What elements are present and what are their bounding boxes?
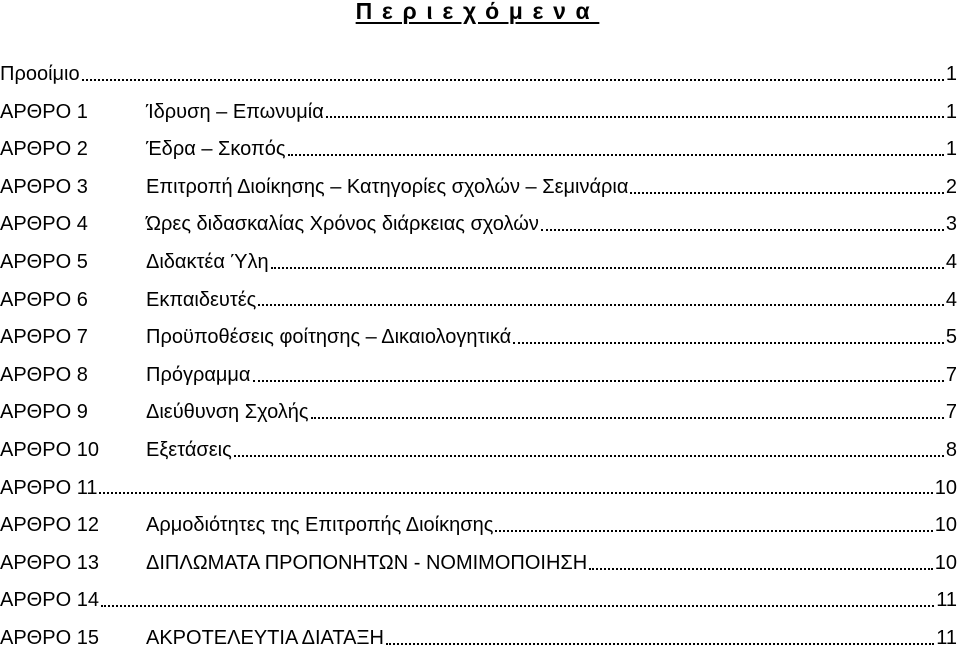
toc-article: ΑΡΘΡΟ 2 [0, 138, 88, 161]
toc-page-number: 11 [936, 589, 957, 612]
toc-page-number: 10 [934, 514, 957, 537]
toc-entry[interactable] [0, 206, 960, 244]
toc-page-number: 4 [945, 288, 957, 311]
toc-entry[interactable] [0, 56, 960, 94]
toc-label: Εκπαιδευτές [146, 288, 257, 311]
toc-entry[interactable] [0, 244, 960, 282]
toc-article: ΑΡΘΡΟ 4 [0, 213, 88, 236]
toc-label: Πρόγραμμα [146, 363, 251, 386]
toc-article: ΑΡΘΡΟ 11 [0, 476, 98, 499]
toc-page-number: 2 [945, 175, 957, 198]
toc-entry[interactable] [0, 545, 960, 583]
toc-article: Προοίμιο [0, 63, 80, 85]
dot-leader [101, 591, 934, 611]
toc-label: ΑΚΡΟΤΕΛΕΥΤΙΑ ΔΙΑΤΑΞΗ [146, 626, 384, 649]
table-of-contents [0, 56, 960, 658]
toc-entry[interactable] [0, 282, 960, 320]
toc-article: ΑΡΘΡΟ 12 [0, 514, 99, 537]
toc-label: Ίδρυση – Επωνυμία [146, 100, 324, 123]
dot-leader [288, 140, 944, 160]
toc-article: ΑΡΘΡΟ 15 [0, 626, 99, 649]
toc-entry[interactable] [0, 94, 960, 132]
dot-leader [271, 253, 944, 273]
toc-page-number: 3 [945, 213, 957, 236]
toc-page-number: 8 [945, 438, 957, 461]
toc-entry[interactable] [0, 507, 960, 545]
toc-page-number: 11 [936, 626, 957, 649]
toc-page-number: 7 [945, 363, 957, 386]
document-title: Περιεχόμενα [355, 0, 600, 24]
dot-leader [99, 478, 932, 498]
toc-entry[interactable] [0, 432, 960, 470]
toc-article: ΑΡΘΡΟ 5 [0, 250, 88, 273]
toc-entry[interactable] [0, 620, 960, 658]
toc-entry[interactable] [0, 470, 960, 508]
dot-leader [541, 215, 944, 235]
toc-page-number: 10 [934, 476, 957, 499]
toc-label: Επιτροπή Διοίκησης – Κατηγορίες σχολών – Σεμινάρια [146, 175, 629, 198]
toc-label: Διδακτέα Ύλη [146, 250, 269, 273]
toc-entry[interactable] [0, 131, 960, 169]
toc-page-number: 1 [945, 138, 957, 161]
dot-leader [253, 366, 944, 386]
toc-article: ΑΡΘΡΟ 3 [0, 175, 88, 198]
dot-leader [234, 441, 944, 461]
dot-leader [326, 102, 944, 122]
dot-leader [82, 65, 944, 85]
toc-page-number: 4 [945, 250, 957, 273]
toc-entry[interactable] [0, 357, 960, 395]
toc-entry[interactable] [0, 169, 960, 207]
dot-leader [386, 629, 934, 649]
toc-article: ΑΡΘΡΟ 7 [0, 326, 88, 349]
toc-label: Εξετάσεις [146, 438, 232, 461]
toc-label: Προϋποθέσεις φοίτησης – Δικαιολογητικά [146, 326, 512, 349]
toc-entry[interactable] [0, 394, 960, 432]
dot-leader [258, 290, 944, 310]
dot-leader [630, 178, 943, 198]
toc-article: ΑΡΘΡΟ 1 [0, 100, 88, 123]
toc-article: ΑΡΘΡΟ 8 [0, 363, 88, 386]
toc-article: ΑΡΘΡΟ 13 [0, 551, 99, 574]
toc-page-number: 10 [934, 551, 957, 574]
toc-page-number: 1 [945, 100, 957, 123]
toc-page-number: 1 [945, 63, 957, 85]
toc-label: Έδρα – Σκοπός [146, 138, 286, 161]
toc-entry[interactable] [0, 582, 960, 620]
toc-label: Αρμοδιότητες της Επιτροπής Διοίκησης [146, 514, 494, 537]
toc-page-number: 7 [945, 401, 957, 424]
dot-leader [311, 403, 944, 423]
dot-leader [495, 516, 932, 536]
toc-article: ΑΡΘΡΟ 6 [0, 288, 88, 311]
dot-leader [513, 328, 944, 348]
dot-leader [589, 554, 933, 574]
toc-article: ΑΡΘΡΟ 14 [0, 589, 99, 612]
toc-label: ΔΙΠΛΩΜΑΤΑ ΠΡΟΠΟΝΗΤΩΝ - ΝΟΜΙΜΟΠΟΙΗΣΗ [146, 551, 588, 574]
toc-page-number: 5 [945, 326, 957, 349]
toc-entry[interactable] [0, 319, 960, 357]
toc-label: Διεύθυνση Σχολής [146, 401, 309, 424]
toc-article: ΑΡΘΡΟ 9 [0, 401, 88, 424]
toc-article: ΑΡΘΡΟ 10 [0, 438, 99, 461]
toc-label: Ώρες διδασκαλίας Χρόνος διάρκειας σχολών [146, 213, 539, 236]
